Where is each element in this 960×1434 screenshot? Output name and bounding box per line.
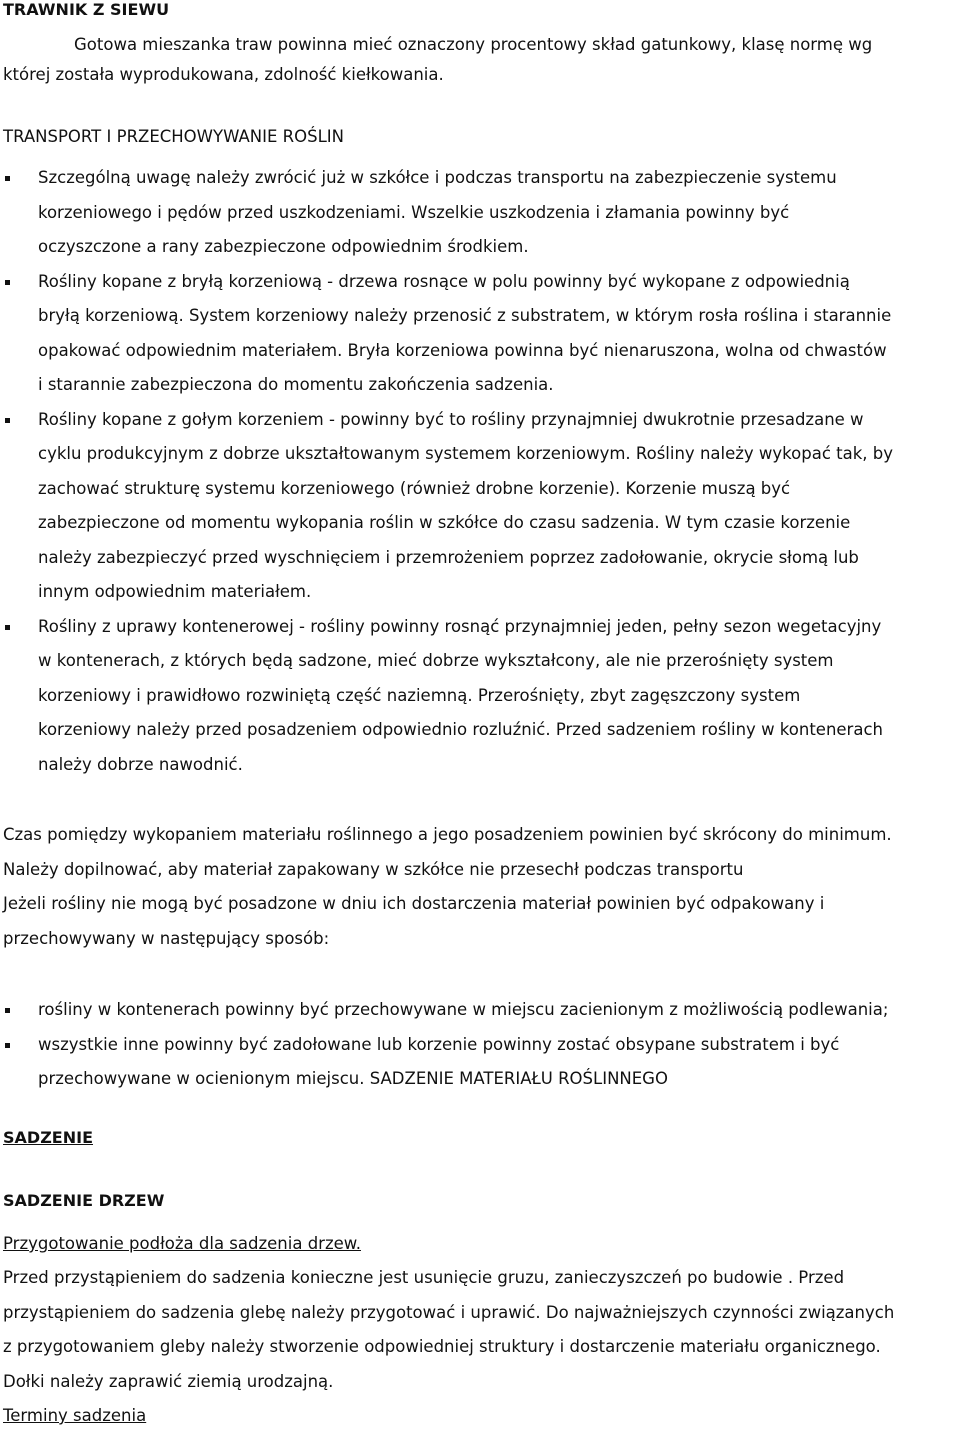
- paragraph-line: z przygotowaniem gleby należy stworzenie odpowiedniej struktury i dostarczenie materiału organicznego.: [3, 1337, 881, 1356]
- bullet-line: korzeniowy należy przed posadzeniem odpowiednio rozluźnić. Przed sadzeniem rośliny w kontenerach: [38, 720, 883, 739]
- paragraph-line: Należy dopilnować, aby materiał zapakowany w szkółce nie przesechł podczas transportu: [3, 859, 744, 879]
- paragraph-line: przystąpieniem do sadzenia glebę należy przygotować i uprawić. Do najważniejszych czynności związanych: [3, 1302, 895, 1322]
- bullet-line: korzeniowy i prawidłowo rozwiniętą część naziemną. Przerośnięty, zbyt zagęszczony system: [38, 685, 801, 705]
- bullet-line: oczyszczone a rany zabezpieczone odpowiednim środkiem.: [38, 237, 529, 256]
- paragraph-line: Dołki należy zaprawić ziemią urodzajną.: [3, 1371, 334, 1391]
- bullet-line: korzeniowego i pędów przed uszkodzeniami. Wszelkie uszkodzenia i złamania powinny być: [38, 202, 790, 222]
- bullet-line: zabezpieczone od momentu wykopania roślin w szkółce do czasu sadzenia. W tym czasie korzenie: [38, 513, 851, 532]
- bullet-line: bryłą korzeniową. System korzeniowy należy przenosić z substratem, w którym rosła roślina i starannie: [38, 306, 892, 325]
- bullet-icon: [5, 280, 10, 285]
- bullet-line: należy zabezpieczyć przed wyschnięciem i przemrożeniem poprzez zadołowanie, okrycie słomą lub: [38, 547, 859, 567]
- paragraph-line: Jeżeli rośliny nie mogą być posadzone w dniu ich dostarczenia materiał powinien być odpakowany i: [3, 894, 825, 913]
- heading-transport: TRANSPORT I PRZECHOWYWANIE ROŚLIN: [3, 127, 344, 146]
- bullet-item: [0, 403, 958, 610]
- bullet-item: [0, 265, 958, 403]
- subheading-dates: Terminy sadzenia: [3, 1406, 147, 1425]
- bullet-line: w kontenerach, z których będą sadzone, mieć dobrze wykształcony, ale nie przerośnięty system: [38, 651, 834, 670]
- bullet-line: cyklu produkcyjnym z dobrze ukształtowanym systemem korzeniowym. Rośliny należy wykopać tak, by: [38, 444, 894, 463]
- bullet-line: należy dobrze nawodnić.: [38, 754, 243, 774]
- bullet-icon: [5, 418, 10, 423]
- bullet-line: zachować strukturę systemu korzeniowego (również drobne korzenie). Korzenie muszą być: [38, 478, 791, 498]
- bullet-line: innym odpowiednim materiałem.: [38, 582, 312, 601]
- subheading-soil: Przygotowanie podłoża dla sadzenia drzew.: [3, 1234, 361, 1253]
- bullet-line: Rośliny z uprawy kontenerowej - rośliny powinny rosnąć przynajmniej jeden, pełny sezon wegetacyjny: [38, 616, 882, 636]
- bullet-line: rośliny w kontenerach powinny być przechowywane w miejscu zacienionym z możliwością podlewania;: [38, 1000, 889, 1019]
- bullet-line: Rośliny kopane z bryłą korzeniową - drzewa rosnące w polu powinny być wykopane z odpowiednią: [38, 271, 850, 291]
- bullet-item: [0, 610, 958, 783]
- lawn-text-line-2: której została wyprodukowana, zdolność kiełkowania.: [3, 65, 444, 84]
- bullet-icon: [5, 625, 10, 630]
- bullet-item: [0, 1028, 958, 1097]
- bullet-line: Szczególną uwagę należy zwrócić już w szkółce i podczas transportu na zabezpieczenie systemu: [38, 168, 837, 187]
- paragraph-line: przechowywany w następujący sposób:: [3, 928, 330, 948]
- bullet-line: opakować odpowiednim materiałem. Bryła korzeniowa powinna być nienaruszona, wolna od chwastów: [38, 340, 887, 360]
- bullet-item: [0, 161, 958, 265]
- bullet-line: Rośliny kopane z gołym korzeniem - powinny być to rośliny przynajmniej dwukrotnie przesadzane w: [38, 409, 864, 429]
- heading-lawn: TRAWNIK Z SIEWU: [3, 0, 170, 19]
- heading-planting: SADZENIE: [3, 1128, 93, 1147]
- bullet-icon: [5, 1043, 10, 1048]
- bullet-line: przechowywane w ocienionym miejscu. SADZENIE MATERIAŁU ROŚLINNEGO: [38, 1069, 668, 1088]
- bullet-icon: [5, 1008, 10, 1013]
- storage-bullet-list: [0, 993, 960, 1097]
- bullet-icon: [5, 176, 10, 181]
- bullet-line: i starannie zabezpieczona do momentu zakończenia sadzenia.: [38, 375, 554, 394]
- soil-paragraph: [3, 1261, 960, 1399]
- heading-trees: SADZENIE DRZEW: [3, 1191, 165, 1210]
- bullet-item: [0, 993, 958, 1028]
- paragraph-line: Przed przystąpieniem do sadzenia konieczne jest usunięcie gruzu, zanieczyszczeń po budowie . Przed: [3, 1268, 845, 1287]
- paragraph-line: Czas pomiędzy wykopaniem materiału roślinnego a jego posadzeniem powinien być skrócony do minimum.: [3, 825, 892, 844]
- bullet-line: wszystkie inne powinny być zadołowane lub korzenie powinny zostać obsypane substratem i być: [38, 1034, 840, 1054]
- lawn-text-line-1: Gotowa mieszanka traw powinna mieć oznaczony procentowy skład gatunkowy, klasę normę wg: [74, 35, 873, 54]
- storage-paragraph: [3, 818, 958, 956]
- transport-bullet-list: [0, 161, 960, 782]
